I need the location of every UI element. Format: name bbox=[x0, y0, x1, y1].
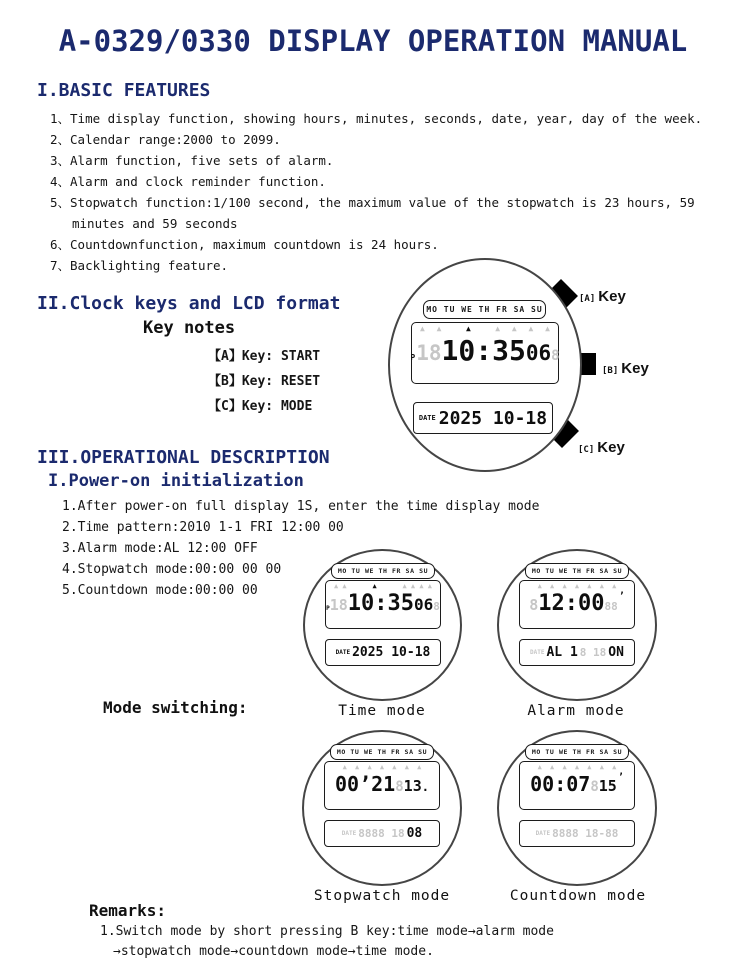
day-marker-active: ▲ bbox=[372, 582, 377, 590]
key-b-tag: [B] bbox=[602, 366, 619, 376]
ghost-digits-left: 8 bbox=[529, 596, 539, 614]
countdown-readout bbox=[520, 772, 634, 796]
ghost-date-label: DATE bbox=[341, 830, 357, 837]
day-marker-row-ghost: ▲ ▲ ▲ ▲ ▲ ▲ ▲ bbox=[342, 763, 422, 771]
feature-line-wrap: minutes and 59 seconds bbox=[72, 216, 238, 231]
watch-stopwatch-mode bbox=[302, 730, 462, 886]
countdown-lower-panel bbox=[519, 820, 635, 847]
alarm-mode-label: Alarm mode bbox=[527, 703, 625, 719]
watch-alarm-mode bbox=[497, 549, 657, 701]
power-on-line: 3.Alarm mode:AL 12:00 OFF bbox=[62, 541, 258, 556]
day-markers-ghost-right: ▲ ▲ ▲ ▲ bbox=[495, 324, 550, 333]
week-day-text: MO TU WE TH FR SA SU bbox=[337, 567, 429, 575]
pm-indicator: P bbox=[326, 605, 330, 612]
watch-diagram-main bbox=[388, 258, 582, 472]
feature-line: 7、Backlighting feature. bbox=[50, 258, 229, 273]
subheading-power-on: I.Power-on initialization bbox=[48, 471, 304, 491]
countdown-hours-minutes: 00:07 bbox=[530, 772, 591, 796]
countdown-mode-label: Countdown mode bbox=[509, 888, 647, 904]
time-mode-label: Time mode bbox=[338, 703, 426, 719]
week-day-text: MO TU WE TH FR SA SU bbox=[531, 748, 623, 756]
time-readout bbox=[326, 591, 440, 616]
stopwatch-lower-panel bbox=[324, 820, 440, 847]
time-seconds: 06 bbox=[414, 595, 434, 614]
alarm-time: 12:00 bbox=[538, 591, 605, 616]
heading-operational: III.OPERATIONAL DESCRIPTION bbox=[37, 447, 330, 468]
pm-indicator: P bbox=[410, 353, 416, 362]
key-notes-title: Key notes bbox=[143, 318, 236, 338]
alarm-number: AL 1 bbox=[546, 645, 578, 660]
remark-line: →stopwatch mode→countdown mode→time mode. bbox=[113, 944, 434, 959]
key-note-b: 【B】Key: RESET bbox=[208, 374, 321, 389]
key-note-c: 【C】Key: MODE bbox=[208, 399, 313, 414]
heading-clock-keys: II.Clock keys and LCD format bbox=[37, 293, 341, 314]
tick-mark: ’ bbox=[618, 591, 625, 602]
day-marker-row bbox=[326, 581, 440, 590]
tick-mark: ’ bbox=[617, 772, 624, 783]
feature-line: 5、Stopwatch function:1/100 second, the maximum value of the stopwatch is 23 hours, 59 bbox=[50, 195, 695, 210]
power-on-line: 5.Countdown mode:00:00 00 bbox=[62, 583, 258, 598]
feature-line: 3、Alarm function, five sets of alarm. bbox=[50, 153, 334, 168]
day-marker-active: ▲ bbox=[465, 324, 471, 333]
week-day-text: MO TU WE TH FR SA SU bbox=[426, 305, 543, 314]
time-hours-minutes: 10:35 bbox=[347, 591, 415, 616]
ghost-digits-left: 18 bbox=[329, 596, 348, 614]
lcd-display bbox=[324, 761, 440, 810]
day-marker-row-ghost: ▲ ▲ ▲ ▲ ▲ ▲ ▲ bbox=[537, 763, 617, 771]
key-b-label bbox=[602, 360, 649, 377]
week-day-bar bbox=[525, 563, 629, 579]
mode-switching-label: Mode switching: bbox=[103, 698, 248, 717]
ghost-digits-right: 8 bbox=[551, 348, 560, 364]
time-readout bbox=[412, 334, 558, 367]
feature-line: 6、Countdownfunction, maximum countdown is 24 hours. bbox=[50, 237, 439, 252]
week-day-bar bbox=[330, 744, 434, 760]
week-day-text: MO TU WE TH FR SA SU bbox=[531, 567, 623, 575]
key-a-label bbox=[579, 288, 626, 305]
alarm-readout bbox=[520, 591, 634, 616]
week-day-text: MO TU WE TH FR SA SU bbox=[336, 748, 428, 756]
remarks-heading: Remarks: bbox=[89, 901, 167, 920]
feature-line: 4、Alarm and clock reminder function. bbox=[50, 174, 326, 189]
day-marker-row bbox=[412, 323, 558, 333]
stopwatch-dark-digits: 08 bbox=[406, 826, 423, 841]
date-panel bbox=[413, 402, 553, 434]
dot-mark: . bbox=[421, 780, 429, 794]
ghost-digits: 8888 18 bbox=[358, 827, 405, 840]
alarm-on-state: ON bbox=[608, 645, 624, 660]
week-day-bar bbox=[331, 563, 435, 579]
date-label: DATE bbox=[335, 649, 351, 656]
watch-countdown-mode bbox=[497, 730, 657, 886]
power-on-line: 1.After power-on full display 1S, enter the time display mode bbox=[62, 499, 540, 514]
stopwatch-mode-label: Stopwatch mode bbox=[313, 888, 451, 904]
remark-line: 1.Switch mode by short pressing B key:time mode→alarm mode bbox=[100, 924, 554, 939]
day-markers-ghost-left: ▲ ▲ bbox=[334, 582, 347, 590]
power-on-line: 2.Time pattern:2010 1-1 FRI 12:00 00 bbox=[62, 520, 344, 535]
time-hours-minutes: 10:35 bbox=[441, 334, 526, 367]
date-value: 2025 10-18 bbox=[352, 645, 431, 660]
lcd-display bbox=[519, 761, 635, 810]
ghost-digit: 8 bbox=[590, 779, 599, 795]
key-a-tag: [A] bbox=[579, 294, 596, 304]
key-note-a: 【A】Key: START bbox=[208, 349, 321, 364]
key-b-word: Key bbox=[621, 360, 649, 377]
feature-line: 1、Time display function, showing hours, minutes, seconds, date, year, day of the week. bbox=[50, 111, 703, 126]
feature-line: 2、Calendar range:2000 to 2099. bbox=[50, 132, 281, 147]
ghost-digits: 8888 18-88 bbox=[552, 827, 619, 840]
watch-time-mode bbox=[303, 549, 462, 701]
date-value: 2025 10-18 bbox=[438, 407, 548, 429]
ghost-digit: 8 bbox=[395, 779, 404, 795]
countdown-seconds: 15 bbox=[598, 777, 617, 795]
stopwatch-readout bbox=[325, 772, 439, 796]
ghost-digits-right: 88 bbox=[604, 600, 618, 613]
time-seconds: 06 bbox=[525, 341, 552, 365]
day-marker-row-ghost: ▲ ▲ ▲ ▲ ▲ ▲ ▲ bbox=[537, 582, 617, 590]
day-markers-ghost-right: ▲ ▲ ▲ ▲ bbox=[402, 582, 432, 590]
date-label: DATE bbox=[418, 414, 436, 422]
ghost-date-label: DATE bbox=[535, 830, 551, 837]
ghost-digits-mid: 8 18 bbox=[579, 646, 607, 659]
power-on-list bbox=[62, 496, 539, 601]
day-markers-ghost-left: ▲ ▲ bbox=[420, 324, 442, 333]
power-on-line: 4.Stopwatch mode:00:00 00 00 bbox=[62, 562, 282, 577]
stopwatch-hundredths: 13 bbox=[403, 777, 422, 795]
remarks-list bbox=[100, 922, 554, 962]
ghost-digits-right: 8 bbox=[433, 600, 440, 613]
key-c-label bbox=[578, 439, 625, 456]
week-day-bar bbox=[423, 300, 546, 319]
lcd-display bbox=[411, 322, 559, 384]
key-a-word: Key bbox=[598, 288, 626, 305]
ghost-date-label: DATE bbox=[530, 649, 545, 656]
alarm-status-panel bbox=[519, 639, 635, 666]
stopwatch-min-sec: 00’21 bbox=[335, 772, 396, 796]
lcd-display bbox=[519, 580, 635, 629]
lcd-display bbox=[325, 580, 441, 629]
date-panel bbox=[325, 639, 441, 666]
page-title: A-0329/0330 DISPLAY OPERATION MANUAL bbox=[58, 24, 688, 58]
week-day-bar bbox=[525, 744, 629, 760]
key-c-word: Key bbox=[597, 439, 625, 456]
heading-basic-features: I.BASIC FEATURES bbox=[37, 80, 211, 101]
ghost-digits-left: 18 bbox=[416, 341, 442, 365]
basic-features-list bbox=[50, 108, 702, 276]
key-notes-list bbox=[208, 344, 320, 419]
key-c-tag: [C] bbox=[578, 445, 595, 455]
